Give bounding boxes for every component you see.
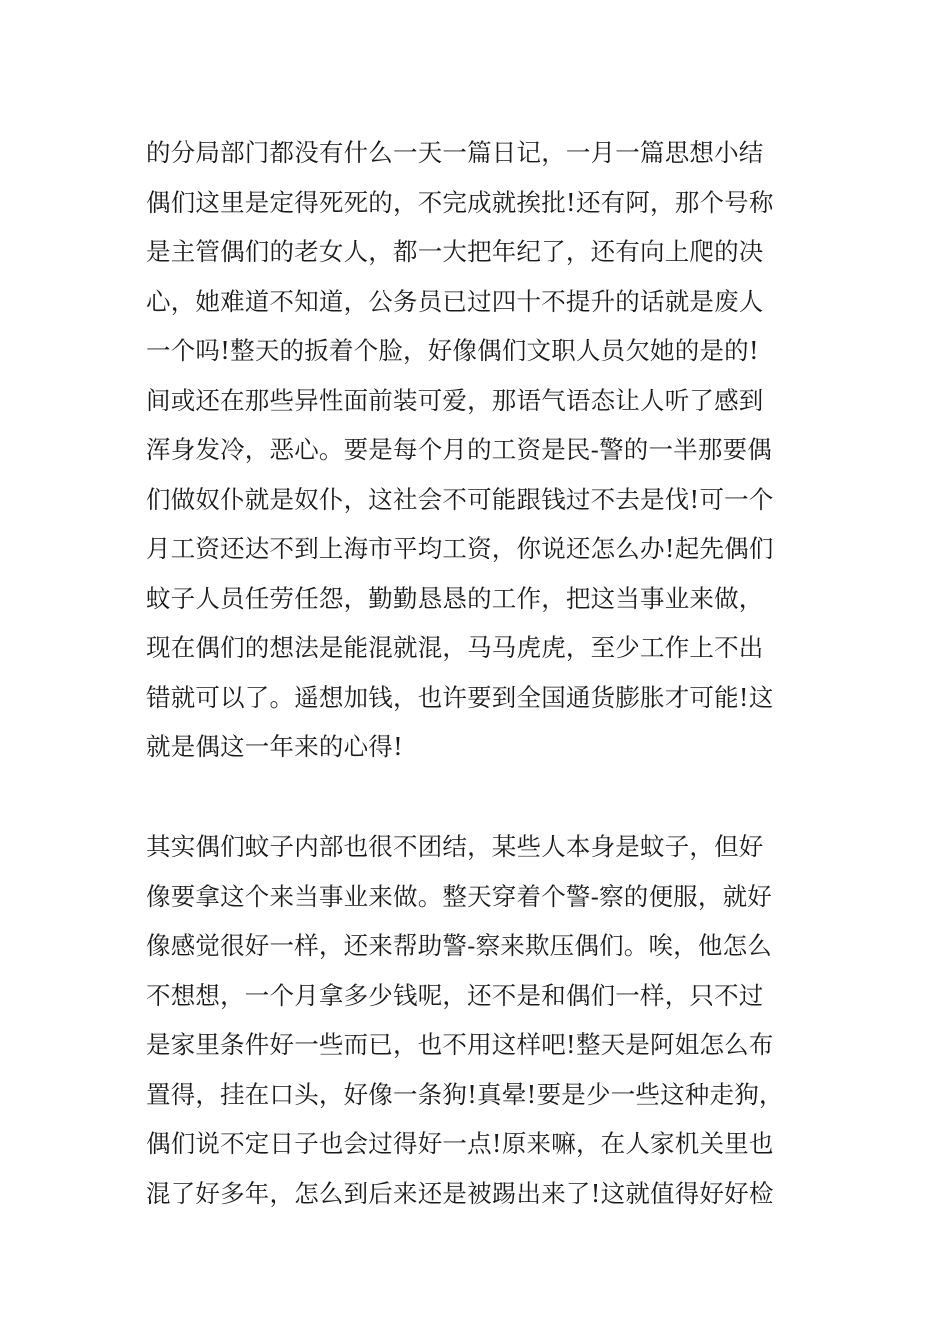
text-line: 现在偶们的想法是能混就混，马马虎虎，至少工作上不出 <box>146 633 764 662</box>
text-line: 的分局部门都没有什么一天一篇日记，一月一篇思想小结 <box>146 138 764 167</box>
text-line: 其实偶们蚊子内部也很不团结，某些人本身是蚊子，但好 <box>146 832 764 861</box>
text-line: 置得，挂在口头，好像一条狗!真晕!要是少一些这种走狗， <box>146 1079 784 1109</box>
text-line: 月工资还达不到上海市平均工资，你说还怎么办!起先偶们 <box>146 534 774 563</box>
text-line: 浑身发冷，恶心。要是每个月的工资是民-警的一半那要偶 <box>146 435 772 464</box>
text-line: 一个吗!整天的扳着个脸，好像偶们文职人员欠她的是的! <box>146 336 759 365</box>
text-line: 是主管偶们的老女人，都一大把年纪了，还有向上爬的决 <box>146 237 764 266</box>
text-line: 偶们这里是定得死死的，不完成就挨批!还有阿，那个号称 <box>146 187 774 217</box>
paragraph-2 <box>146 822 836 1218</box>
text-line: 不想想，一个月拿多少钱呢，还不是和偶们一样，只不过 <box>146 980 764 1010</box>
text-line: 偶们说不定日子也会过得好一点!原来嘛，在人家机关里也 <box>146 1129 774 1158</box>
text-line: 蚊子人员任劳任怨，勤勤恳恳的工作，把这当事业来做， <box>146 583 764 613</box>
text-line: 间或还在那些异性面前装可爱，那语气语态让人听了感到 <box>146 385 764 415</box>
text-line: 混了好多年，怎么到后来还是被踢出来了!这就值得好好检 <box>146 1178 774 1208</box>
text-line: 是家里条件好一些而已，也不用这样吧!整天是阿姐怎么布 <box>146 1030 774 1059</box>
text-line: 像感觉很好一样，还来帮助警-察来欺压偶们。唉，他怎么 <box>146 931 772 960</box>
text-line: 就是偶这一年来的心得! <box>146 732 404 761</box>
text-line: 错就可以了。遥想加钱，也许要到全国通货膨胀才可能!这 <box>146 682 774 712</box>
paragraph-1 <box>146 128 836 772</box>
text-line: 们做奴仆就是奴仆，这社会不可能跟钱过不去是伐!可一个 <box>146 484 774 514</box>
text-line: 像要拿这个来当事业来做。整天穿着个警-察的便服，就好 <box>146 881 772 911</box>
text-line: 心，她难道不知道，公务员已过四十不提升的话就是废人 <box>146 286 764 316</box>
